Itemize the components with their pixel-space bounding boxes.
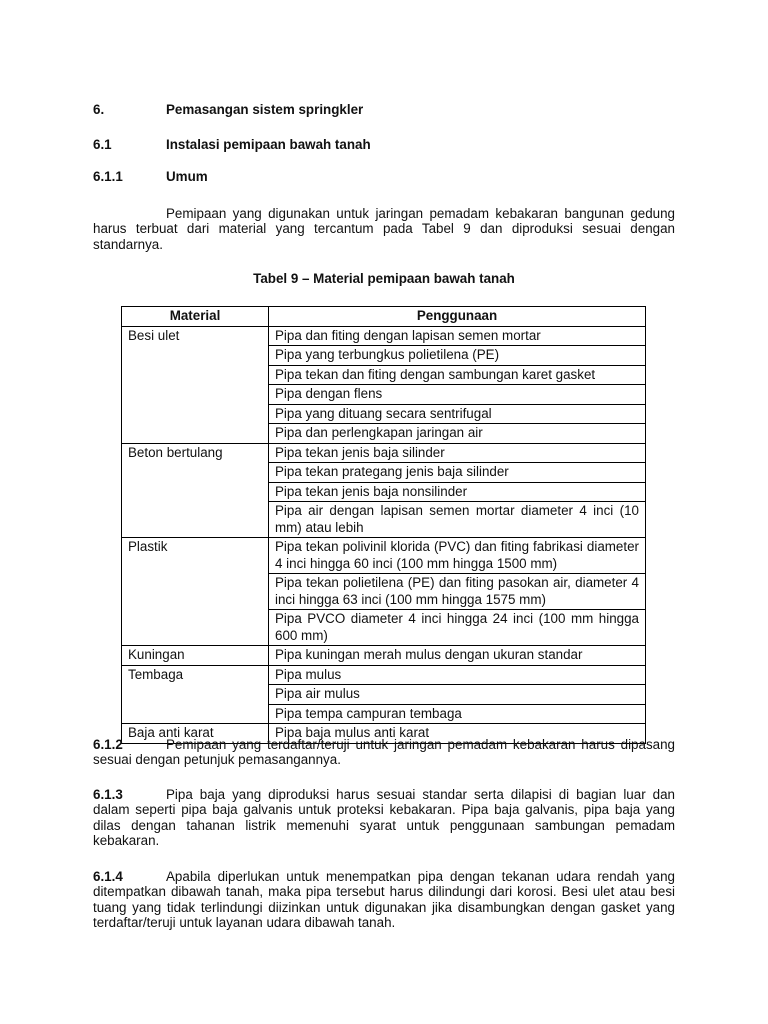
header-usage: Penggunaan	[269, 307, 646, 327]
table-body	[122, 326, 646, 743]
table-row	[122, 463, 646, 483]
table-row	[122, 404, 646, 424]
table-row	[122, 424, 646, 444]
material-table	[121, 306, 646, 744]
material-cell	[122, 610, 269, 646]
paragraph-6-1-4	[93, 869, 675, 931]
usage-cell: Pipa air mulus	[269, 685, 646, 705]
material-cell	[122, 704, 269, 724]
table-row	[122, 665, 646, 685]
heading-6	[93, 102, 363, 117]
heading-number: 6.1	[93, 137, 112, 152]
heading-title: Pemasangan sistem springkler	[166, 102, 364, 117]
material-cell: Plastik	[122, 538, 269, 574]
section-text: Apabila diperlukan untuk menempatkan pipa dengan tekanan udara rendah yang ditempatkan dibawah tanah, maka pipa tersebut harus dilindungi dari korosi. Besi ulet atau besi tuang yang tidak terlindungi diizinkan untuk digunakan jika disambungkan dengan gasket yang terdaftar/teruji untuk layanan udara dibawah tanah.	[93, 869, 675, 931]
heading-number: 6.	[93, 102, 105, 117]
material-cell	[122, 502, 269, 538]
material-cell	[122, 482, 269, 502]
usage-cell: Pipa tekan polivinil klorida (PVC) dan fiting fabrikasi diameter 4 inci hingga 60 inci (100 mm hingga 1500 mm)	[269, 538, 646, 574]
usage-cell: Pipa dan fiting dengan lapisan semen mortar	[269, 326, 646, 346]
table-row	[122, 538, 646, 574]
usage-cell: Pipa tekan prategang jenis baja silinder	[269, 463, 646, 483]
usage-cell: Pipa tempa campuran tembaga	[269, 704, 646, 724]
material-cell	[122, 365, 269, 385]
material-cell	[122, 574, 269, 610]
paragraph-6-1-3	[93, 787, 675, 849]
usage-cell: Pipa air dengan lapisan semen mortar diameter 4 inci (10 mm) atau lebih	[269, 502, 646, 538]
usage-cell: Pipa dengan flens	[269, 385, 646, 405]
material-cell: Tembaga	[122, 665, 269, 685]
table-row	[122, 326, 646, 346]
heading-title: Instalasi pemipaan bawah tanah	[166, 137, 371, 152]
table-row	[122, 685, 646, 705]
heading-title: Umum	[166, 169, 208, 184]
material-cell: Beton bertulang	[122, 443, 269, 463]
usage-cell: Pipa kuningan merah mulus dengan ukuran standar	[269, 646, 646, 666]
section-number: 6.1.4	[93, 869, 123, 884]
usage-cell: Pipa yang terbungkus polietilena (PE)	[269, 346, 646, 366]
table-row	[122, 443, 646, 463]
table-header-row	[122, 307, 646, 327]
section-text: Pipa baja yang diproduksi harus sesuai standar serta dilapisi di bagian luar dan dalam seperti pipa baja galvanis untuk proteksi kebakaran. Pipa baja galvanis, pipa baja yang dilas dengan tahanan listrik memenuhi syarat untuk penggunaan sambungan pemadam kebakaran.	[93, 787, 675, 849]
heading-6-1-1	[93, 169, 208, 184]
table-row	[122, 385, 646, 405]
usage-cell: Pipa tekan jenis baja silinder	[269, 443, 646, 463]
usage-cell: Pipa tekan jenis baja nonsilinder	[269, 482, 646, 502]
heading-number: 6.1.1	[93, 169, 123, 184]
section-number: 6.1.3	[93, 787, 123, 802]
usage-cell: Pipa tekan dan fiting dengan sambungan karet gasket	[269, 365, 646, 385]
material-cell	[122, 385, 269, 405]
usage-cell: Pipa PVCO diameter 4 inci hingga 24 inci (100 mm hingga 600 mm)	[269, 610, 646, 646]
table-row	[122, 574, 646, 610]
intro-text: Pemipaan yang digunakan untuk jaringan pemadam kebakaran bangunan gedung harus terbuat dari material yang tercantum pada Tabel 9 dan diproduksi sesuai dengan standarnya.	[93, 206, 675, 252]
heading-6-1	[93, 137, 371, 152]
usage-cell: Pipa dan perlengkapan jaringan air	[269, 424, 646, 444]
material-cell	[122, 685, 269, 705]
header-material: Material	[122, 307, 269, 327]
material-cell: Besi ulet	[122, 326, 269, 346]
table-row	[122, 346, 646, 366]
material-cell: Kuningan	[122, 646, 269, 666]
usage-cell: Pipa yang dituang secara sentrifugal	[269, 404, 646, 424]
usage-cell: Pipa tekan polietilena (PE) dan fiting pasokan air, diameter 4 inci hingga 63 inci (100 mm hingga 1575 mm)	[269, 574, 646, 610]
table-row	[122, 610, 646, 646]
table-row	[122, 646, 646, 666]
usage-cell: Pipa mulus	[269, 665, 646, 685]
section-number: 6.1.2	[93, 737, 123, 752]
material-cell	[122, 463, 269, 483]
paragraph-6-1-2	[93, 737, 675, 768]
material-cell: Baja anti karat	[122, 724, 269, 744]
material-cell	[122, 404, 269, 424]
table-row	[122, 502, 646, 538]
table-row	[122, 704, 646, 724]
table-row	[122, 365, 646, 385]
table-row	[122, 482, 646, 502]
material-cell	[122, 424, 269, 444]
section-text: Pemipaan yang terdaftar/teruji untuk jaringan pemadam kebakaran harus dipasang sesuai dengan petunjuk pemasangannya.	[93, 737, 675, 768]
table-caption: Tabel 9 – Material pemipaan bawah tanah	[253, 271, 515, 286]
intro-paragraph	[93, 206, 675, 252]
usage-cell: Pipa baja mulus anti karat	[269, 724, 646, 744]
material-cell	[122, 346, 269, 366]
